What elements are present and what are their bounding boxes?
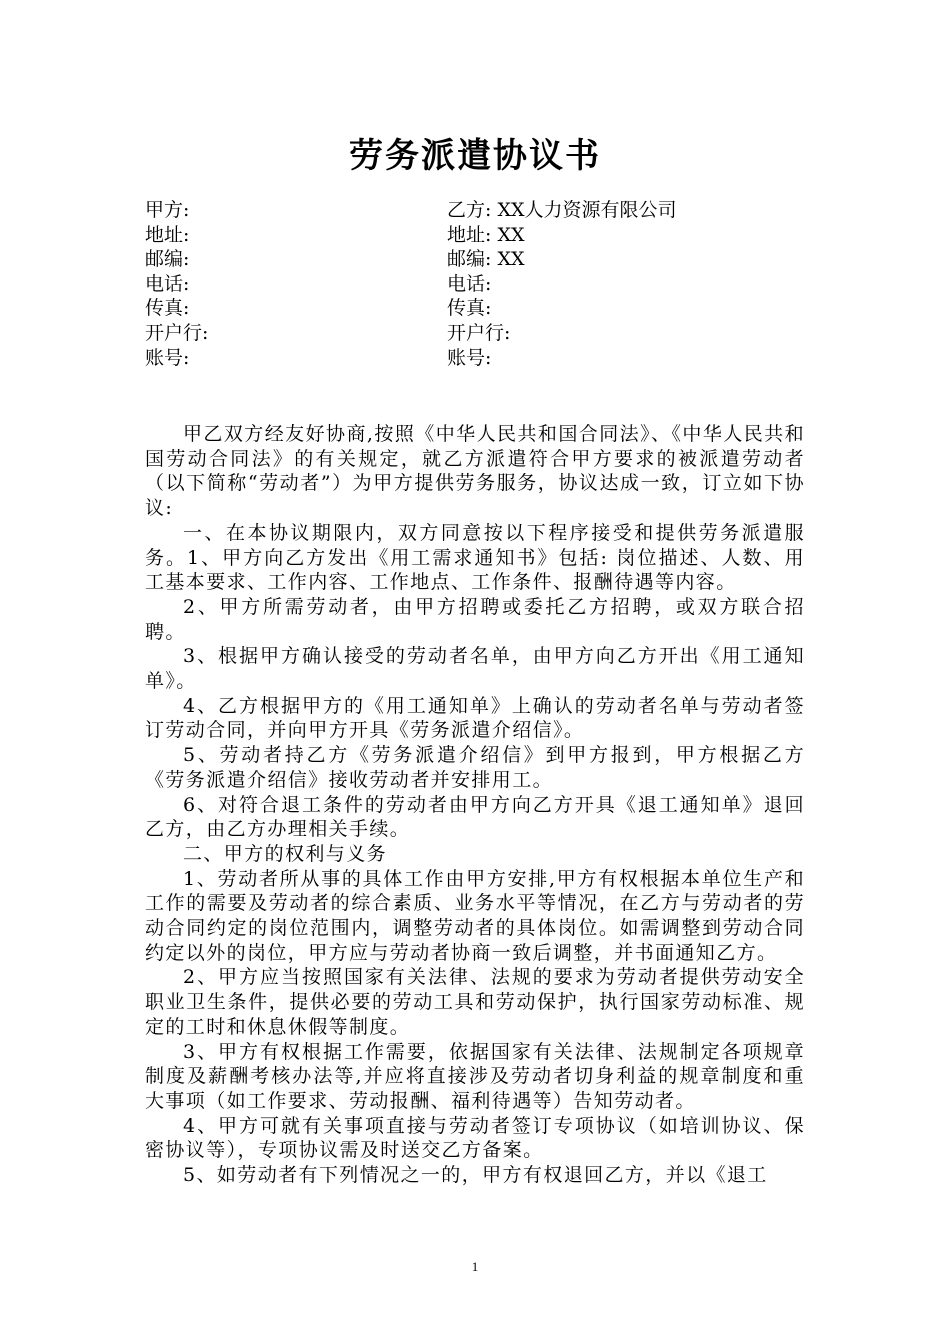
party-b-account: 账号: (447, 346, 492, 369)
party-a-postcode: 邮编: (145, 248, 190, 271)
party-b-name: 乙方: XX人力资源有限公司 (447, 199, 677, 221)
party-a-fax: 传真: (145, 297, 190, 320)
party-b-phone: 电话: (447, 272, 492, 295)
paragraph: 5、劳动者持乙方《劳务派遣介绍信》到甲方报到，甲方根据乙方《劳务派遣介绍信》接收劳动者并安排用工。 (145, 744, 805, 791)
party-a-address: 地址: (145, 223, 190, 246)
paragraph: 甲乙双方经友好协商,按照《中华人民共和国合同法》、《中华人民共和国劳动合同法》的有关规定，就乙方派遣符合甲方要求的被派遣劳动者（以下简称“劳动者”）为甲方提供劳务服务，协议达成一致，订立如下协议: (145, 423, 805, 520)
party-a-info (145, 198, 208, 370)
paragraph: 5、如劳动者有下列情况之一的，甲方有权退回乙方，并以《退工 (183, 1164, 768, 1187)
party-a-account: 账号: (145, 346, 190, 369)
party-b-postcode: 邮编: XX (447, 248, 525, 271)
paragraph: 一、在本协议期限内，双方同意按以下程序接受和提供劳务派遣服务。1、甲方向乙方发出《用工需求通知书》包括: 岗位描述、人数、用工基本要求、工作内容、工作地点、工作条件、报酬待遇等内容。 (145, 521, 805, 594)
party-b-info (447, 198, 677, 370)
paragraph: 4、乙方根据甲方的《用工通知单》上确认的劳动者名单与劳动者签订劳动合同，并向甲方开具《劳务派遣介绍信》。 (145, 694, 805, 742)
party-b-fax: 传真: (447, 297, 492, 320)
paragraph: 2、甲方应当按照国家有关法律、法规的要求为劳动者提供劳动安全职业卫生条件，提供必要的劳动工具和劳动保护，执行国家劳动标准、规定的工时和休息休假等制度。 (145, 966, 805, 1038)
paragraph: 3、根据甲方确认接受的劳动者名单，由甲方向乙方开出《用工通知单》。 (145, 645, 805, 693)
paragraph: 3、甲方有权根据工作需要，依据国家有关法律、法规制定各项规章制度及薪酬考核办法等,并应将直接涉及劳动者切身利益的规章制度和重大事项（如工作要求、劳动报酬、福利待遇等）告知劳动者。 (145, 1040, 805, 1112)
page-number: 1 (471, 1259, 479, 1274)
section-heading: 二、甲方的权利与义务 (183, 842, 388, 865)
party-a-phone: 电话: (145, 272, 190, 295)
party-a-bank: 开户行: (145, 321, 209, 344)
paragraph: 4、甲方可就有关事项直接与劳动者签订专项协议（如培训协议、保密协议等），专项协议需及时送交乙方备案。 (145, 1114, 805, 1162)
paragraph: 1、劳动者所从事的具体工作由甲方安排,甲方有权根据本单位生产和工作的需要及劳动者的综合素质、业务水平等情况，在乙方与劳动者的劳动合同约定的岗位范围内，调整劳动者的具体岗位。如需调整到劳动合同约定以外的岗位，甲方应与劳动者协商一致后调整，并书面通知乙方。 (145, 867, 805, 964)
paragraph: 6、对符合退工条件的劳动者由甲方向乙方开具《退工通知单》退回乙方，由乙方办理相关手续。 (145, 793, 805, 841)
agreement-body (145, 422, 805, 1188)
document-title: 劳务派遣协议书 (349, 136, 601, 176)
party-b-address: 地址: XX (447, 223, 525, 246)
party-a-name: 甲方: (145, 199, 190, 221)
paragraph: 2、甲方所需劳动者，由甲方招聘或委托乙方招聘，或双方联合招聘。 (145, 595, 805, 643)
party-b-bank: 开户行: (447, 321, 511, 344)
